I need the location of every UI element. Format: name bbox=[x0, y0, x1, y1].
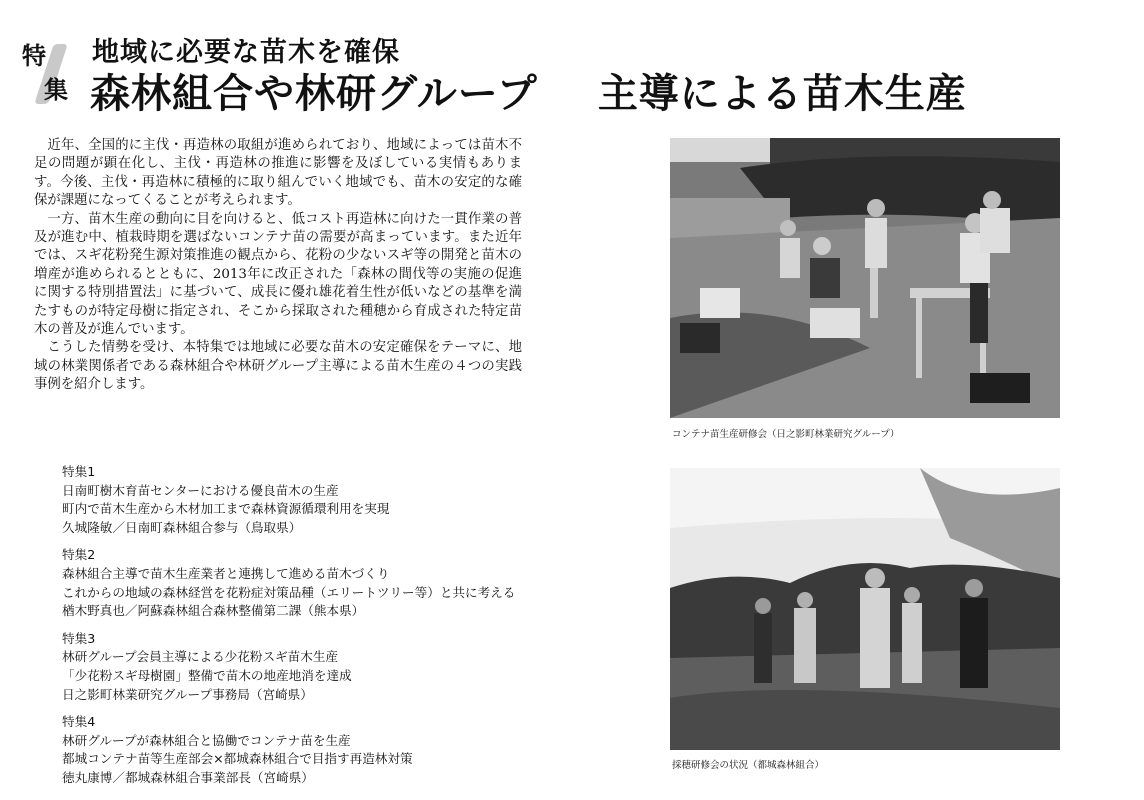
feature-title: 林研グループ会員主導による少花粉スギ苗木生産 bbox=[62, 649, 339, 665]
feature-author: 楢木野真也／阿蘇森林組合森林整備第二課（熊本県） bbox=[62, 603, 365, 619]
feature-subtitle: 都城コンテナ苗等生産部会×都城森林組合で目指す再造林対策 bbox=[62, 751, 413, 767]
feature-item bbox=[62, 463, 582, 537]
intro-paragraph: こうした情勢を受け、本特集では地域に必要な苗木の安定確保をテーマに、地域の林業関係者である森林組合や林研グループ主導による苗木生産の４つの実践事例を紹介します。 bbox=[34, 340, 522, 393]
feature-subtitle: 「少花粉スギ母樹園」整備で苗木の地産地消を達成 bbox=[62, 667, 352, 683]
feature-subtitle: 町内で苗木生産から木材加工まで森林資源循環利用を実現 bbox=[62, 501, 390, 517]
feature-item bbox=[62, 630, 582, 704]
feature-label: 特集3 bbox=[62, 630, 96, 646]
feature-author: 久城隆敏／日南町森林組合参与（鳥取県） bbox=[62, 519, 302, 535]
intro-paragraph: 近年、全国的に主伐・再造林の取組が進められており、地域によっては苗木不足の問題が顕在化し、主伐・再造林の推進に影響を及ぼしている実情もあります。今後、主伐・再造林に積極的に取り組んでいく地域でも、苗木の安定的な確保が課題になってくることが考えられます。 bbox=[34, 138, 522, 209]
photo-caption: コンテナ苗生産研修会（日之影町林業研究グループ） bbox=[672, 429, 900, 440]
page-title bbox=[90, 62, 1130, 119]
feature-title: 林研グループが森林組合と協働でコンテナ苗を生産 bbox=[62, 732, 351, 748]
page-title-part1: 森林組合や林研グループ bbox=[90, 71, 538, 117]
intro-paragraph: 一方、苗木生産の動向に目を向けると、低コスト再造林に向けた一貫作業の普及が進む中、植栽時期を選ばないコンテナ苗の需要が高まっています。また近年では、スギ花粉発生源対策推進の観点から、花粉の少ないスギ等の開発と苗木の増産が進められるとともに、2013年に改正された「森林の間伐等の実施の促進に関する特別措置法」に基づいて、成長に優れ雄花着生性が低いなどの基準を満たすものが特定母樹に指定され、そこから採取された種穂から育成された特定苗木の普及が進んでいます。 bbox=[34, 211, 522, 338]
photo-illustration bbox=[670, 138, 1060, 418]
feature-list bbox=[62, 463, 582, 797]
feature-subtitle: これからの地域の森林経営を花粉症対策品種（エリートツリー等）と共に考える bbox=[62, 584, 516, 600]
feature-label: 特集4 bbox=[62, 714, 96, 730]
feature-title: 森林組合主導で苗木生産業者と連携して進める苗木づくり bbox=[62, 565, 390, 581]
feature-author: 徳丸康博／都城森林組合事業部長（宮崎県） bbox=[62, 769, 314, 785]
photo-caption: 採穂研修会の状況（都城森林組合） bbox=[672, 760, 825, 771]
feature-title: 日南町樹木育苗センターにおける優良苗木の生産 bbox=[62, 482, 339, 498]
badge-char-bottom: 集 bbox=[44, 76, 68, 104]
feature-label: 特集2 bbox=[62, 547, 96, 563]
feature-label: 特集1 bbox=[62, 464, 96, 479]
intro-text bbox=[34, 137, 522, 395]
badge-char-top: 特 bbox=[22, 42, 46, 70]
photo-illustration bbox=[670, 468, 1060, 750]
photo-cutting-collection-workshop bbox=[670, 468, 1060, 750]
page-title-part2: 主導による苗木生産 bbox=[597, 71, 967, 117]
feature-author: 日之影町林業研究グループ事務局（宮崎県） bbox=[62, 686, 313, 702]
feature-item bbox=[62, 546, 582, 620]
feature-item bbox=[62, 713, 582, 787]
special-feature-badge bbox=[18, 36, 80, 106]
photo-container-seedling-workshop bbox=[670, 138, 1060, 418]
page-subtitle: 地域に必要な苗木を確保 bbox=[92, 37, 400, 68]
